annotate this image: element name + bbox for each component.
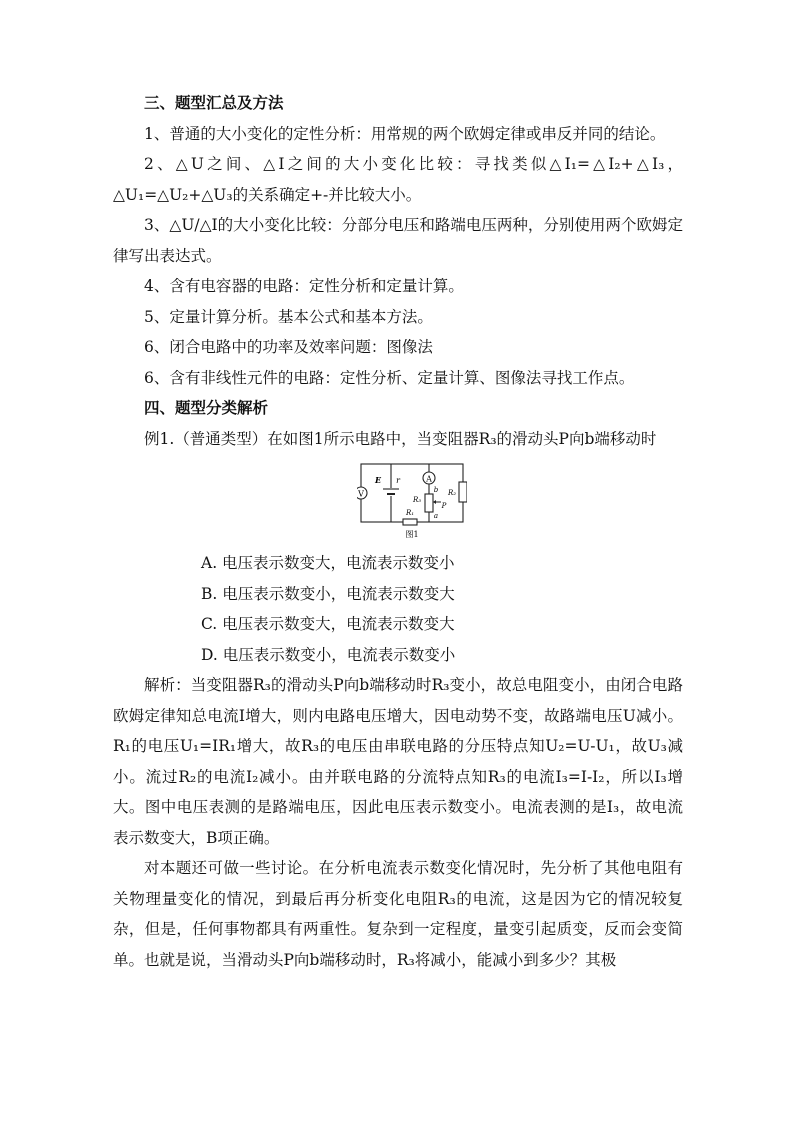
example-1-discussion: 对本题还可做一些讨论。在分析电流表示数变化情况时，先分析了其他电阻有关物理量变化的情况，到最后再分析变化电阻R₃的电流，这是因为它的情况较复杂，但是，任何事物都具有两重性。复杂到一定程度，量变引起质变，反而会变简单。也就是说，当滑动头P向b端移动时，R₃将减小，能减小到多少？其极 — [113, 859, 683, 969]
example-1-question: 例1.（普通类型）在如图1所示电路中，当变阻器R₃的滑动头P向b端移动时 — [144, 429, 657, 448]
option-a: A. 电压表示数变大，电流表示数变小 — [201, 554, 455, 572]
slider-p-label: P — [441, 502, 447, 510]
method-item-6a: 6、闭合电路中的功率及效率问题：图像法 — [144, 338, 433, 356]
option-b: B. 电压表示数变小，电流表示数变大 — [201, 584, 455, 603]
emf-label: E — [374, 475, 382, 485]
r1-resistor-icon — [403, 519, 417, 525]
ammeter-label: A — [426, 474, 432, 484]
section-heading-4: 四、题型分类解析 — [144, 398, 269, 417]
figure-caption: 图1 — [405, 530, 419, 539]
method-item-6b: 6、含有非线性元件的电路：定性分析、定量计算、图像法寻找工作点。 — [144, 368, 635, 387]
document-body — [113, 88, 683, 975]
r3-label: R₃ — [412, 496, 422, 504]
circuit-diagram — [357, 458, 467, 544]
r3-rheostat-icon — [425, 494, 433, 512]
internal-resistance-label: r — [396, 476, 400, 485]
circuit-figure — [113, 458, 683, 546]
method-item-5: 5、定量计算分析。基本公式和基本方法。 — [144, 307, 433, 326]
r2-label: R₂ — [447, 489, 457, 497]
r1-label: R₁ — [405, 509, 415, 517]
method-item-4: 4、含有电容器的电路：定性分析和定量计算。 — [144, 277, 464, 295]
method-item-3: 3、△U/△I的大小变化比较：分部分电压和路端电压两种，分别使用两个欧姆定律写出表达式。 — [113, 216, 683, 265]
voltmeter-label: V — [358, 489, 364, 499]
method-item-2: 2、△U之间、△I之间的大小变化比较：寻找类似△I₁=△I₂+△I₃，△U₁=△U₂+△U₃的关系确定+-并比较大小。 — [113, 155, 683, 204]
example-1-analysis: 解析：当变阻器R₃的滑动头P向b端移动时R₃变小，故总电阻变小，由闭合电路欧姆定律知总电流I增大，则内电路电压增大，因电动势不变，故路端电压U减小。R₁的电压U₁=IR₁增大，故R₃的电压由串联电路的分压特点知U₂=U-U₁，故U₃减小。流过R₂的电流I₂减小。由并联电路的分流特点知R₃的电流I₃=I-I₂，所以I₃增大。图中电压表测的是路端电压，因此电压表示数变小。电流表测的是I₃，故电流表示数变大，B项正确。 — [113, 676, 683, 847]
r2-resistor-icon — [459, 482, 467, 502]
section-heading-3: 三、题型汇总及方法 — [144, 93, 284, 112]
option-c: C. 电压表示数变大，电流表示数变大 — [201, 615, 455, 633]
terminal-a-label: a — [433, 512, 439, 520]
terminal-b-label: b — [433, 486, 439, 494]
method-item-1: 1、普通的大小变化的定性分析：用常规的两个欧姆定律或串反并同的结论。 — [144, 124, 666, 143]
option-d: D. 电压表示数变小，电流表示数变小 — [201, 645, 456, 664]
